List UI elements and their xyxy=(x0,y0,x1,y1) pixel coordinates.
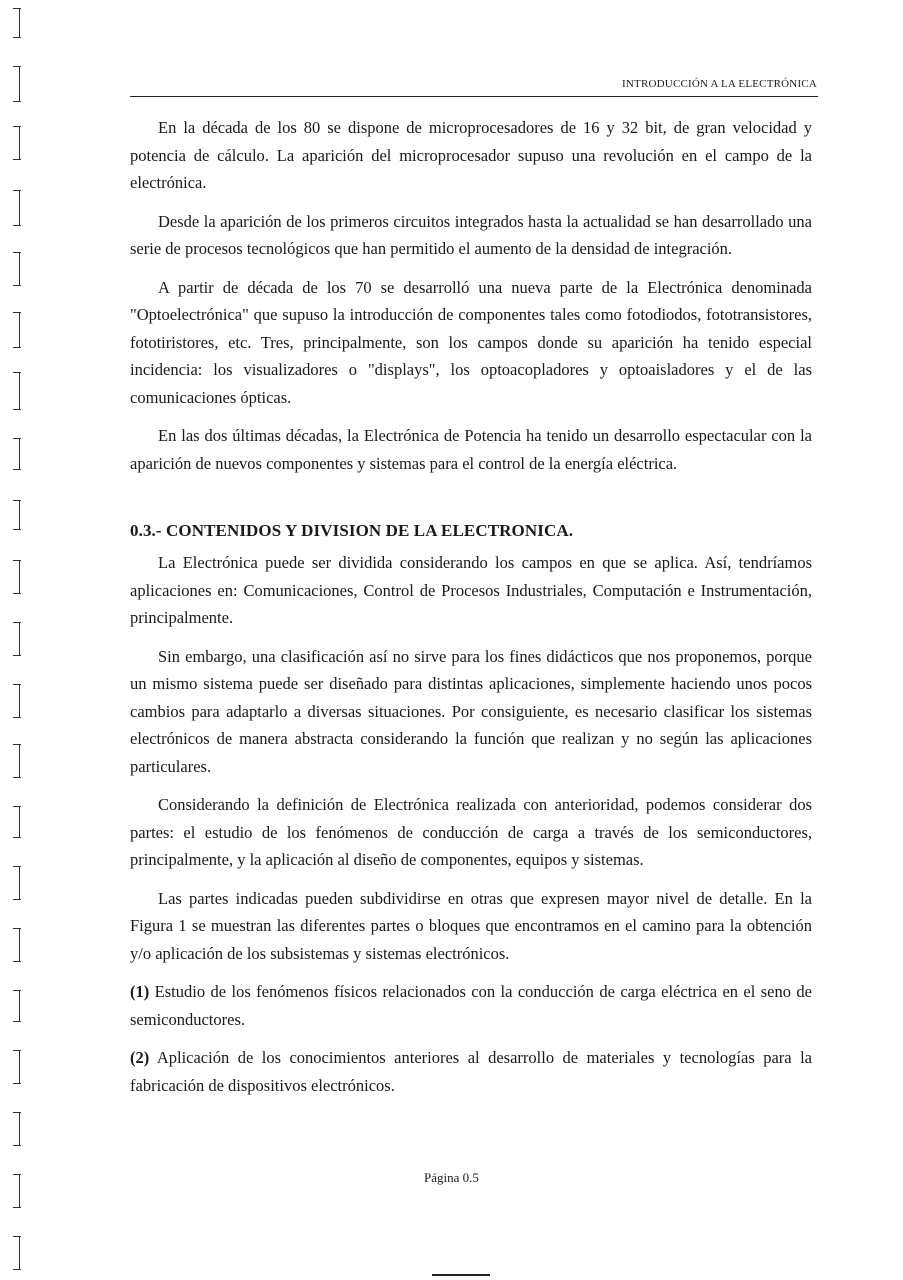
binding-bracket xyxy=(10,990,20,1022)
binding-bracket xyxy=(10,190,20,226)
numbered-item xyxy=(130,978,812,1033)
page-number: Página 0.5 xyxy=(424,1170,479,1185)
bottom-rule xyxy=(432,1274,490,1276)
paragraph: En las dos últimas décadas, la Electrónica de Potencia ha tenido un desarrollo espectacular con la aparición de nuevos componentes y sistemas para el control de la energía eléctrica. xyxy=(130,426,812,473)
binding-bracket xyxy=(10,928,20,962)
binding-marks xyxy=(0,0,30,1280)
binding-bracket xyxy=(10,126,20,160)
binding-bracket xyxy=(10,438,20,470)
item-text: Aplicación de los conocimientos anteriores al desarrollo de materiales y tecnologías para la fabricación de dispositivos electrónicos. xyxy=(130,1048,812,1095)
paragraph: La Electrónica puede ser dividida considerando los campos en que se aplica. Así, tendríamos aplicaciones en: Comunicaciones, Control de Procesos Industriales, Computación e Instrumentación, principalmente. xyxy=(130,553,812,627)
binding-bracket xyxy=(10,500,20,530)
binding-bracket xyxy=(10,312,20,348)
binding-bracket xyxy=(10,252,20,286)
binding-bracket xyxy=(10,684,20,718)
binding-bracket xyxy=(10,806,20,838)
binding-bracket xyxy=(10,1050,20,1084)
paragraph: A partir de década de los 70 se desarrolló una nueva parte de la Electrónica denominada "Optoelectrónica" que supuso la introducción de componentes tales como fotodiodos, fototransistores, fototiristores, etc. Tres, principalmente, son los campos donde su aparición ha tenido especial incidencia: los visualizadores o "displays", los optoacopladores y optoaisladores y el de las comunicaciones ópticas. xyxy=(130,277,812,407)
numbered-item xyxy=(130,1044,812,1099)
binding-bracket xyxy=(10,8,20,38)
paragraph: Considerando la definición de Electrónica realizada con anterioridad, podemos considerar dos partes: el estudio de los fenómenos de conducción de carga a través de los semiconductores, principalmente, y la aplicación al diseño de componentes, equipos y sistemas. xyxy=(130,795,812,869)
binding-bracket xyxy=(10,744,20,778)
item-number: (1) xyxy=(130,982,150,1001)
paragraph: Sin embargo, una clasificación así no sirve para los fines didácticos que nos proponemos, porque un mismo sistema puede ser diseñado para distintas aplicaciones, simplemente haciendo unos pocos cambios para adaptarlo a diversas situaciones. Por consiguiente, es necesario clasificar los sistemas electrónicos de manera abstracta considerando la función que realizan y no según las aplicaciones particulares. xyxy=(130,646,812,776)
item-number: (2) xyxy=(130,1048,150,1067)
binding-bracket xyxy=(10,622,20,656)
paragraph: Desde la aparición de los primeros circuitos integrados hasta la actualidad se han desarrollado una serie de procesos tecnológicos que han permitido el aumento de la densidad de integración. xyxy=(130,211,812,258)
binding-bracket xyxy=(10,66,20,102)
item-text: Estudio de los fenómenos físicos relacionados con la conducción de carga eléctrica en el seno de semiconductores. xyxy=(130,982,812,1029)
header-rule xyxy=(130,96,818,97)
binding-bracket xyxy=(10,1236,20,1270)
paragraph: En la década de los 80 se dispone de microprocesadores de 16 y 32 bit, de gran velocidad y potencia de cálculo. La aparición del microprocesador supuso una revolución en el campo de la electrónica. xyxy=(130,118,812,192)
binding-bracket xyxy=(10,560,20,594)
section-heading: 0.3.- CONTENIDOS Y DIVISION DE LA ELECTRONICA. xyxy=(130,521,574,540)
binding-bracket xyxy=(10,372,20,410)
binding-bracket xyxy=(10,866,20,900)
paragraph: Las partes indicadas pueden subdividirse en otras que expresen mayor nivel de detalle. En la Figura 1 se muestran las diferentes partes o bloques que encontramos en el camino para la obtención y/o aplicación de los subsistemas y sistemas electrónicos. xyxy=(130,888,812,963)
binding-bracket xyxy=(10,1112,20,1146)
running-header: INTRODUCCIÓN A LA ELECTRÓNICA xyxy=(622,78,817,90)
page-body xyxy=(130,114,812,1099)
